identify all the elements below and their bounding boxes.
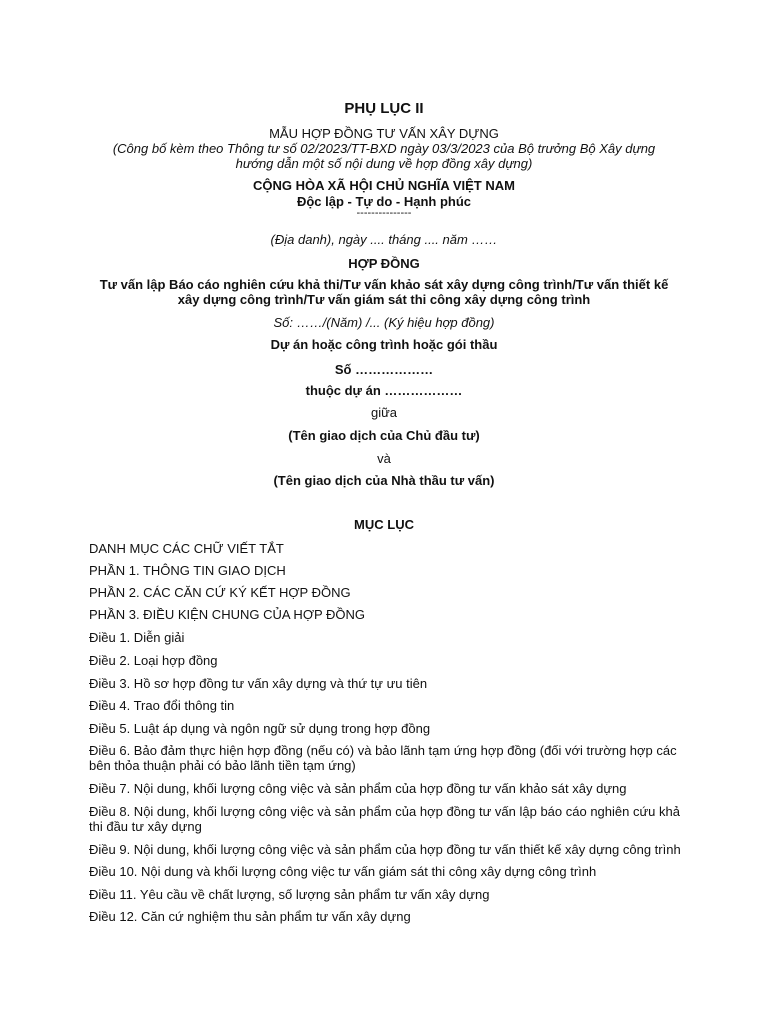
toc-item: Điều 7. Nội dung, khối lượng công việc và sản phẩm của hợp đồng tư vấn khảo sát xây dựng xyxy=(89,781,627,796)
motto-separator: --------------- xyxy=(356,207,412,219)
toc-item: Điều 6. Bảo đảm thực hiện hợp đồng (nếu có) và bảo lãnh tạm ứng hợp đồng (đối với trường hợp các bên thỏa thuận phải có bảo lãnh tiền tạm ứng) xyxy=(89,743,677,773)
toc-item: Điều 4. Trao đổi thông tin xyxy=(89,698,235,713)
toc-item: PHẦN 2. CÁC CĂN CỨ KÝ KẾT HỢP ĐỒNG xyxy=(89,585,351,600)
toc-item: Điều 8. Nội dung, khối lượng công việc và sản phẩm của hợp đồng tư vấn lập báo cáo nghiên cứu khả thi đầu tư xây dựng xyxy=(89,804,680,834)
between-text: giữa xyxy=(370,405,398,420)
project-number: Số ……………… xyxy=(334,362,434,377)
party-a-name: (Tên giao dịch của Chủ đầu tư) xyxy=(288,428,480,443)
toc-title: MỤC LỤC xyxy=(354,517,414,532)
toc-item: DANH MỤC CÁC CHỮ VIẾT TẮT xyxy=(89,541,284,556)
toc-item: Điều 3. Hồ sơ hợp đồng tư vấn xây dựng và thứ tự ưu tiên xyxy=(89,676,428,691)
toc-item: Điều 9. Nội dung, khối lượng công việc và sản phẩm của hợp đồng tư vấn thiết kế xây dựng công trình xyxy=(89,842,681,857)
toc-item: Điều 11. Yêu cầu về chất lượng, số lượng sản phẩm tư vấn xây dựng xyxy=(89,887,490,902)
belongs-to-project: thuộc dự án ……………… xyxy=(305,383,463,398)
toc-item: Điều 5. Luật áp dụng và ngôn ngữ sử dụng trong hợp đồng xyxy=(89,721,431,736)
place-date: (Địa danh), ngày .... tháng .... năm …… xyxy=(270,232,498,247)
toc-item: Điều 12. Căn cứ nghiệm thu sản phẩm tư vấn xây dựng xyxy=(89,909,411,924)
project-label: Dự án hoặc công trình hoặc gói thầu xyxy=(270,337,498,352)
and-text: và xyxy=(377,451,391,466)
published-note: (Công bố kèm theo Thông tư số 02/2023/TT-BXD ngày 03/3/2023 của Bộ trưởng Bộ Xây dựng hướng dẫn một số nội dung về hợp đồng xây dựng) xyxy=(112,141,656,171)
toc-item: Điều 10. Nội dung và khối lượng công việc tư vấn giám sát thi công xây dựng công trình xyxy=(89,864,597,879)
national-motto: Độc lập - Tự do - Hạnh phúc xyxy=(296,194,472,209)
party-b-name: (Tên giao dịch của Nhà thầu tư vấn) xyxy=(273,473,495,488)
toc-item: Điều 1. Diễn giải xyxy=(89,630,185,645)
contract-number: Số: ……/(Năm) /... (Ký hiệu hợp đồng) xyxy=(273,315,495,330)
contract-title: HỢP ĐỒNG xyxy=(348,256,420,271)
contract-subject: Tư vấn lập Báo cáo nghiên cứu khả thi/Tư vấn khảo sát xây dựng công trình/Tư vấn thiết kế xây dựng công trình/Tư vấn giám sát thi công xây dựng công trình xyxy=(99,277,669,307)
toc-item: PHẦN 3. ĐIỀU KIỆN CHUNG CỦA HỢP ĐỒNG xyxy=(89,607,366,622)
appendix-title: PHỤ LỤC II xyxy=(344,100,424,117)
nation-name: CỘNG HÒA XÃ HỘI CHỦ NGHĨA VIỆT NAM xyxy=(253,178,515,193)
form-title: MẪU HỢP ĐỒNG TƯ VẤN XÂY DỰNG xyxy=(269,126,499,141)
toc-item: PHẦN 1. THÔNG TIN GIAO DỊCH xyxy=(89,563,286,578)
toc-item: Điều 2. Loại hợp đồng xyxy=(89,653,218,668)
